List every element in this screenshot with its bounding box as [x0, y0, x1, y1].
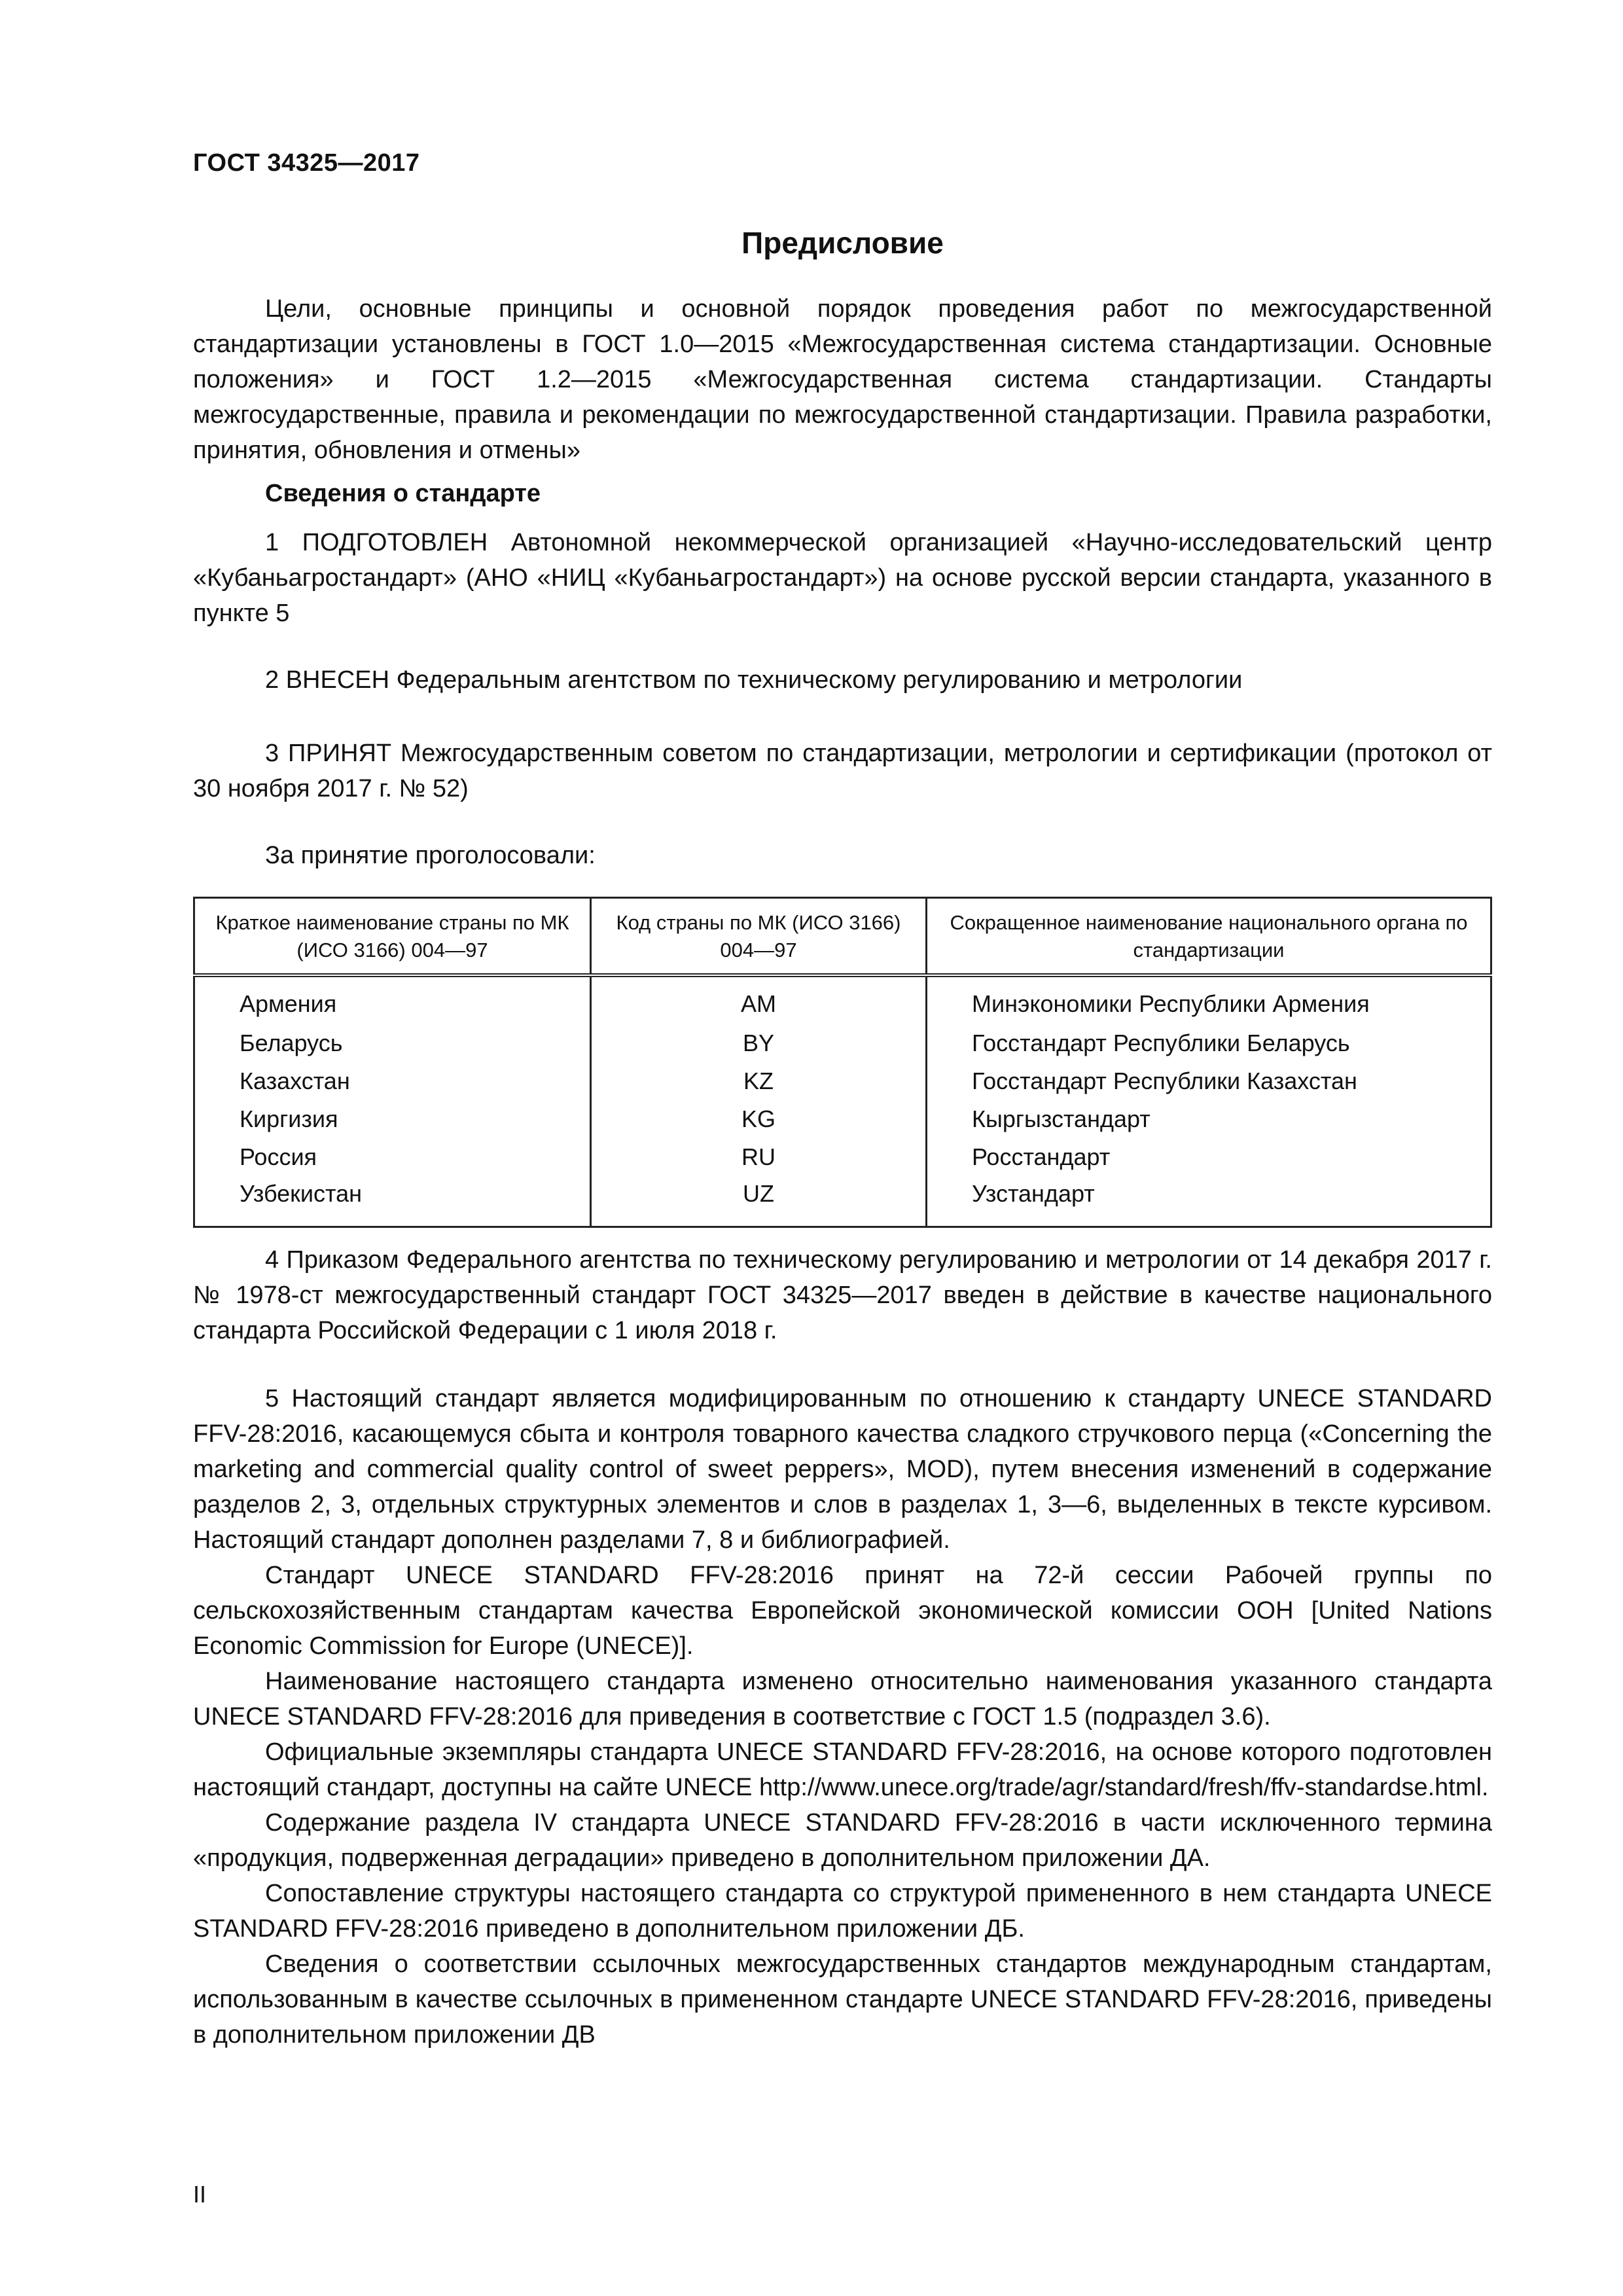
country-cell: Киргизия [194, 1100, 591, 1138]
table-header-code: Код страны по МК (ИСО 3166) 004—97 [591, 898, 927, 976]
item-5-paragraph: Стандарт UNECE STANDARD FFV-28:2016 принят на 72-й сессии Рабочей группы по сельскохозяйственным стандартам качества Европейской экономической комиссии ООН [United Nations Economic Commission for Europe (UNECE)]. [193, 1562, 1492, 1660]
item-5-paragraph: Сведения о соответствии ссылочных межгосударственных стандартов международным стандартам, использованным в качестве ссылочных в примененном стандарте UNECE STANDARD FFV-28:2016, приведены в дополнительном приложении ДВ [193, 1950, 1492, 2049]
country-cell: Узбекистан [194, 1176, 591, 1227]
item-2-text: 2 ВНЕСЕН Федеральным агентством по техническому регулированию и метрологии [265, 666, 1243, 694]
item-5-paragraph: Официальные экземпляры стандарта UNECE STANDARD FFV-28:2016, на основе которого подготовлен настоящий стандарт, доступны на сайте UNECE http://www.unece.org/trade/agr/standard/fresh/ffv-standardse.html. [193, 1738, 1492, 1801]
voted-label: За принятие проголосовали: [265, 842, 596, 869]
table-row [194, 1176, 1491, 1227]
item-4-text: 4 Приказом Федерального агентства по техническому регулированию и метрологии от 14 декабря 2017 г. № 1978-ст межгосударственный стандарт ГОСТ 34325—2017 введен в действие в качестве национального стандарта Российской Федерации с 1 июля 2018 г. [193, 1246, 1492, 1344]
country-cell: Казахстан [194, 1062, 591, 1100]
item-4-paragraph [193, 1242, 1492, 1348]
table-row [194, 1100, 1491, 1138]
code-cell: UZ [591, 1176, 927, 1227]
code-cell: RU [591, 1138, 927, 1176]
code-cell: KZ [591, 1062, 927, 1100]
voting-countries-table [193, 897, 1492, 1228]
page-title: Предисловие [741, 226, 944, 260]
item-5-paragraph: Сопоставление структуры настоящего стандарта со структурой примененного в нем стандарта UNECE STANDARD FFV-28:2016 приведено в дополнительном приложении ДБ. [193, 1880, 1492, 1943]
country-cell: Беларусь [194, 1024, 591, 1062]
body-cell: Кыргызстандарт [927, 1100, 1491, 1138]
body-cell: Минэкономики Республики Армения [927, 975, 1491, 1024]
body-cell: Госстандарт Республики Беларусь [927, 1024, 1491, 1062]
item-5-section [193, 1381, 1492, 2053]
page-number: II [193, 2181, 207, 2208]
document-header: ГОСТ 34325—2017 [193, 149, 420, 177]
code-cell: BY [591, 1024, 927, 1062]
table-header-row [194, 898, 1491, 976]
item-3-text: 3 ПРИНЯТ Межгосударственным советом по стандартизации, метрологии и сертификации (протокол от 30 ноября 2017 г. № 52) [193, 740, 1492, 802]
item-5-paragraph: Содержание раздела IV стандарта UNECE STANDARD FFV-28:2016 в части исключенного термина «продукция, подверженная деградации» приведено в дополнительном приложении ДА. [193, 1809, 1492, 1872]
country-cell: Россия [194, 1138, 591, 1176]
body-cell: Госстандарт Республики Казахстан [927, 1062, 1491, 1100]
item-1-text: 1 ПОДГОТОВЛЕН Автономной некоммерческой организацией «Научно-исследовательский центр «Кубаньагростандарт» (АНО «НИЦ «Кубаньагростандарт») на основе русской версии стандарта, указанного в пункте 5 [193, 529, 1492, 627]
body-cell: Узстандарт [927, 1176, 1491, 1227]
item-3-paragraph [193, 736, 1492, 806]
item-5-paragraph: 5 Настоящий стандарт является модифицированным по отношению к стандарту UNECE STANDARD FFV-28:2016, касающемуся сбыта и контроля товарного качества сладкого стручкового перца («Concerning the marketing and commercial quality control of sweet peppers», MOD), путем внесения изменений в содержание разделов 2, 3, отдельных структурных элементов и слов в разделах 1, 3—6, выделенных в тексте курсивом. Настоящий стандарт дополнен разделами 7, 8 и библиографией. [193, 1385, 1492, 1554]
table-row [194, 1062, 1491, 1100]
body-cell: Росстандарт [927, 1138, 1491, 1176]
table-row [194, 1138, 1491, 1176]
intro-text: Цели, основные принципы и основной порядок проведения работ по межгосударственной стандартизации установлены в ГОСТ 1.0—2015 «Межгосударственная система стандартизации. Основные положения» и ГОСТ 1.2—2015 «Межгосударственная система стандартизации. Стандарты межгосударственные, правила и рекомендации по межгосударственной стандартизации. Правила разработки, принятия, обновления и отмены» [193, 295, 1492, 464]
country-cell: Армения [194, 975, 591, 1024]
table-row [194, 975, 1491, 1024]
table-header-body: Сокращенное наименование национального органа по стандартизации [927, 898, 1491, 976]
intro-paragraph [193, 291, 1492, 468]
table-header-country: Краткое наименование страны по МК (ИСО 3166) 004—97 [194, 898, 591, 976]
info-heading: Сведения о стандарте [265, 480, 541, 507]
code-cell: KG [591, 1100, 927, 1138]
item-1-paragraph [193, 525, 1492, 631]
item-5-paragraph: Наименование настоящего стандарта изменено относительно наименования указанного стандарта UNECE STANDARD FFV-28:2016 для приведения в соответствие с ГОСТ 1.5 (подраздел 3.6). [193, 1668, 1492, 1731]
table-row [194, 1024, 1491, 1062]
code-cell: AM [591, 975, 927, 1024]
